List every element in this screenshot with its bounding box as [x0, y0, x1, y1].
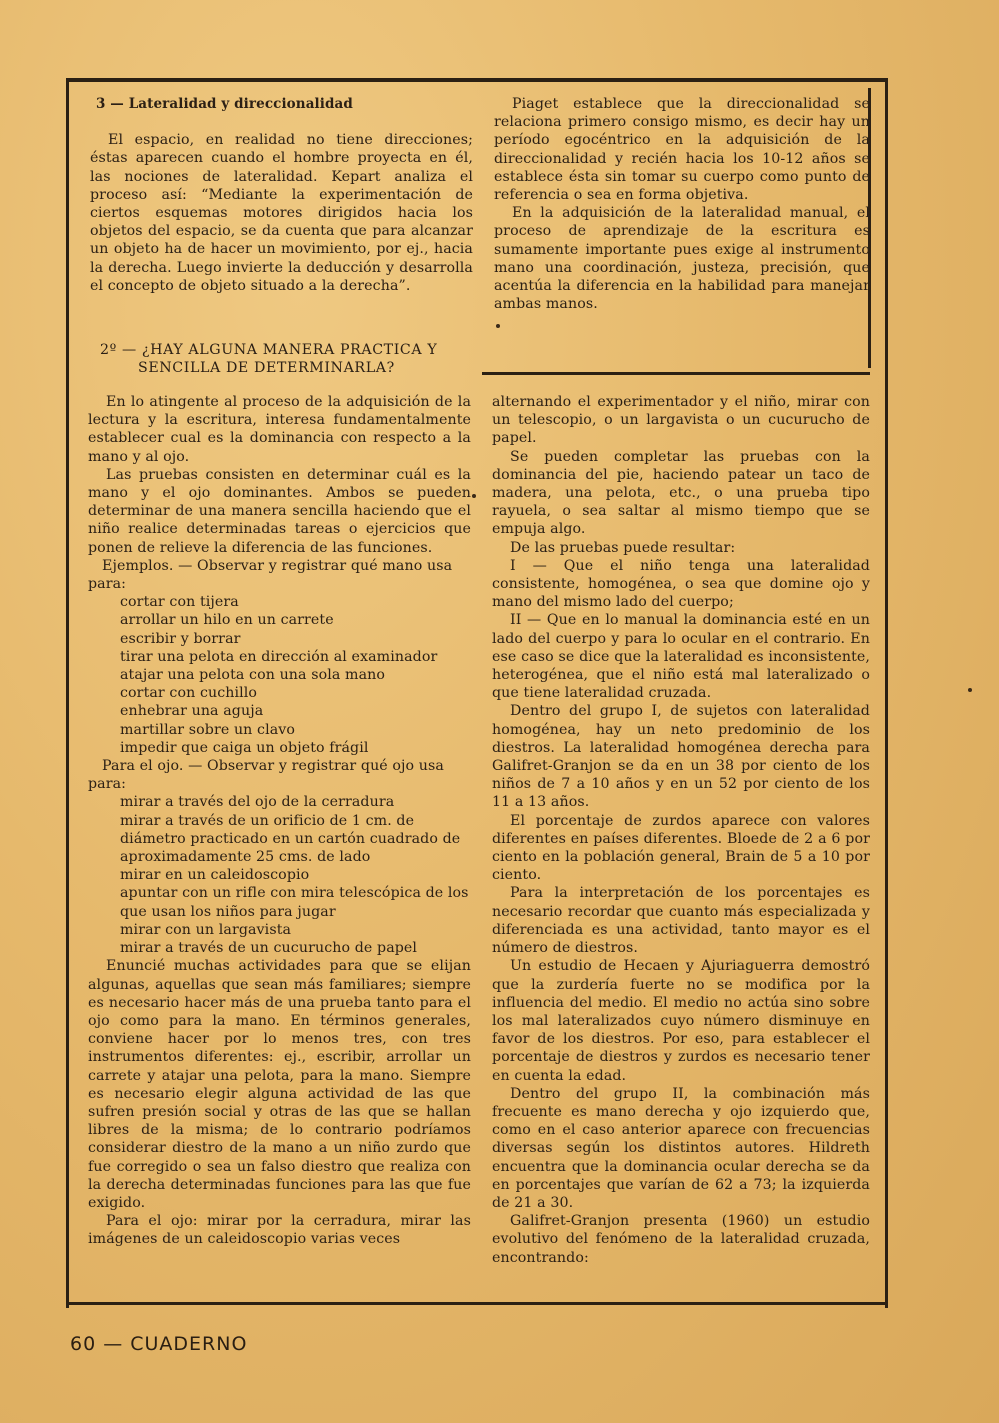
hand-list-item: escribir y borrar	[120, 630, 241, 647]
paragraph: Para el ojo: mirar por la cerradura, mirar las imágenes de un caleidoscopio varias veces	[88, 1213, 471, 1248]
section3-left-column	[90, 95, 473, 295]
hand-list-item: tirar una pelota en dirección al examinador	[120, 648, 438, 665]
section3-right-paragraph: En la adquisición de la lateralidad manual, el proceso de aprendizaje de la escritura es sumamente importante pues exige al instrumento mano una coordinación, justeza, precisión, que acentúa la diferencia en la habilidad para manejar ambas manos.	[494, 205, 870, 313]
section2-heading-line1: 2º — ¿HAY ALGUNA MANERA PRACTICA Y	[100, 342, 438, 358]
top-rule	[66, 78, 885, 82]
paragraph: Se pueden completar las pruebas con la dominancia del pie, haciendo patear un taco de madera, una pelota, etc., o una prueba tipo rayuela, o sea saltar al mismo tiempo que se empuja algo.	[492, 448, 870, 538]
paragraph: De las pruebas puede resultar:	[510, 539, 736, 556]
paragraph: Galifret-Granjon presenta (1960) un estudio evolutivo del fenómeno de la lateralidad cruzada, encontrando:	[492, 1213, 870, 1266]
paragraph: El porcentaje de zurdos aparece con valores diferentes en países diferentes. Bloede de 2 a 6 por ciento en la población general, Brain de 5 a 10 por ciento.	[492, 812, 870, 884]
hand-list-item: atajar una pelota con una sola mano	[120, 667, 386, 684]
ink-speck	[472, 494, 476, 498]
left-column	[88, 393, 471, 1249]
page-footer: 60 — CUADERNO	[70, 1333, 248, 1355]
paragraph: Para la interpretación de los porcentajes es necesario recordar que cuanto más especializada y diferenciada es una actividad, tanto mayor es el número de diestros.	[492, 885, 870, 957]
paragraph: II — Que en lo manual la dominancia esté en un lado del cuerpo y para lo ocular en el contrario. En ese caso se dice que la lateralidad es inconsistente, heterogénea, que el niño está mal lateralizado o que tiene lateralidad cruzada.	[492, 612, 870, 702]
section3-left-paragraph: El espacio, en realidad no tiene direcciones; éstas aparecen cuando el hombre proyecta en él, las nociones de lateralidad. Kepart analiza el proceso así: “Mediante la experimentación de ciertos esquemas motores dirigidos hacia los objetos del espacio, se da cuenta que para alcanzar un objeto ha de hacer un movimiento, por ej., hacia la derecha. Luego invierte la deducción y desarrolla el concepto de objeto situado a la derecha”.	[90, 132, 473, 294]
eye-list-item: mirar a través del ojo de la cerradura	[120, 794, 395, 811]
hand-list-item: enhebrar una aguja	[120, 703, 264, 720]
eye-list-item: mirar en un caleidoscopio	[120, 867, 310, 884]
section3-right-column	[494, 95, 870, 313]
section2-heading-line2: SENCILLA DE DETERMINARLA?	[138, 360, 395, 377]
hand-list-item: martillar sobre un clavo	[120, 721, 296, 738]
paragraph: En lo atingente al proceso de la adquisición de la lectura y la escritura, interesa fundamentalmente establecer cual es la dominancia con respecto a la mano y al ojo.	[88, 394, 471, 465]
paragraph: Un estudio de Hecaen y Ajuriaguerra demostró que la zurdería fuerte no se modifica por la influencia del medio. El medio no actúa sino sobre los mal lateralizados cuyo número disminuye en favor de los diestros. Por eso, para establecer el porcentaje de diestros y zurdos es necesario tener en cuenta la edad.	[492, 958, 870, 1084]
paragraph: Dentro del grupo I, de sujetos con lateralidad homogénea, hay un neto predominio de los diestros. La lateralidad homogénea derecha para Galifret-Granjon se da en un 38 por ciento de los niños de 7 a 10 años y en un 52 por ciento de los 11 a 13 años.	[492, 703, 870, 811]
section3-heading: 3 — Lateralidad y direccionalidad	[96, 96, 353, 112]
paragraph: Dentro del grupo II, la combinación más frecuente es mano derecha y ojo izquierdo que, como en el caso anterior aparece con frecuencias diversas según los distintos autores. Hildreth encuentra que la dominancia ocular derecha se da en porcentajes que varían de 62 a 73; la izquierda de 21 a 30.	[492, 1085, 870, 1211]
eye-list-item: mirar a través de un orificio de 1 cm. de diámetro practicado en un cartón cuadrado de aproximadamente 25 cms. de lado	[120, 812, 461, 866]
eye-list-item: mirar con un largavista	[120, 921, 292, 938]
paragraph: Las pruebas consisten en determinar cuál es la mano y el ojo dominantes. Ambos se pueden determinar de una manera sencilla haciendo que el niño realice determinadas tareas o ejercicios que ponen de relieve la diferencia de las funciones.	[88, 466, 471, 556]
section2-heading	[100, 341, 490, 377]
section3-right-paragraph: Piaget establece que la direccionalidad se relaciona primero consigo mismo, es decir hay un período egocéntrico en la adquisición de la direccionalidad y recién hacia los 10-12 años se establece ésta sin tomar su cuerpo como punto de referencia o sea en forma objetiva.	[494, 96, 870, 204]
eye-list-item: mirar a través de un cucurucho de papel	[120, 940, 418, 957]
section-divider-rule	[482, 372, 870, 375]
hand-list-item: cortar con cuchillo	[120, 685, 258, 702]
paragraph: Ejemplos. — Observar y registrar qué mano usa para:	[88, 557, 453, 593]
ink-speck	[496, 324, 500, 328]
ink-speck	[968, 688, 972, 692]
paragraph: Para el ojo. — Observar y registrar qué ojo usa para:	[88, 758, 444, 793]
right-column	[492, 393, 870, 1267]
hand-list-item: cortar con tijera	[120, 594, 239, 611]
paragraph: I — Que el niño tenga una lateralidad consistente, homogénea, o sea que domine ojo y mano del mismo lado del cuerpo;	[492, 557, 870, 611]
eye-list-item: apuntar con un rifle con mira telescópica de los que usan los niños para jugar	[120, 885, 469, 920]
hand-list-item: impedir que caiga un objeto frágil	[120, 739, 369, 756]
paragraph: Enuncié muchas actividades para que se elijan algunas, aquellas que sean más familiares; siempre es necesario hacer más de una prueba tanto para el ojo como para la mano. En términos generales, conviene hacer por lo menos tres, con tres instrumentos diferentes: ej., escribir, arrollar un carrete y atajar una pelota, para la mano. Siempre es necesario elegir alguna actividad de las que sufren presión social y otras de las que se hallan libres de la misma; de lo contrario podríamos considerar diestro de la mano a un niño zurdo que fue corregido o sea un falso diestro que realiza con la derecha determinadas funciones para las que fue exigido.	[88, 958, 471, 1211]
paragraph: alternando el experimentador y el niño, mirar con un telescopio, o un largavista o un cucurucho de papel.	[492, 394, 870, 447]
hand-list-item: arrollar un hilo en un carrete	[120, 612, 334, 629]
bottom-rule	[66, 1302, 885, 1305]
